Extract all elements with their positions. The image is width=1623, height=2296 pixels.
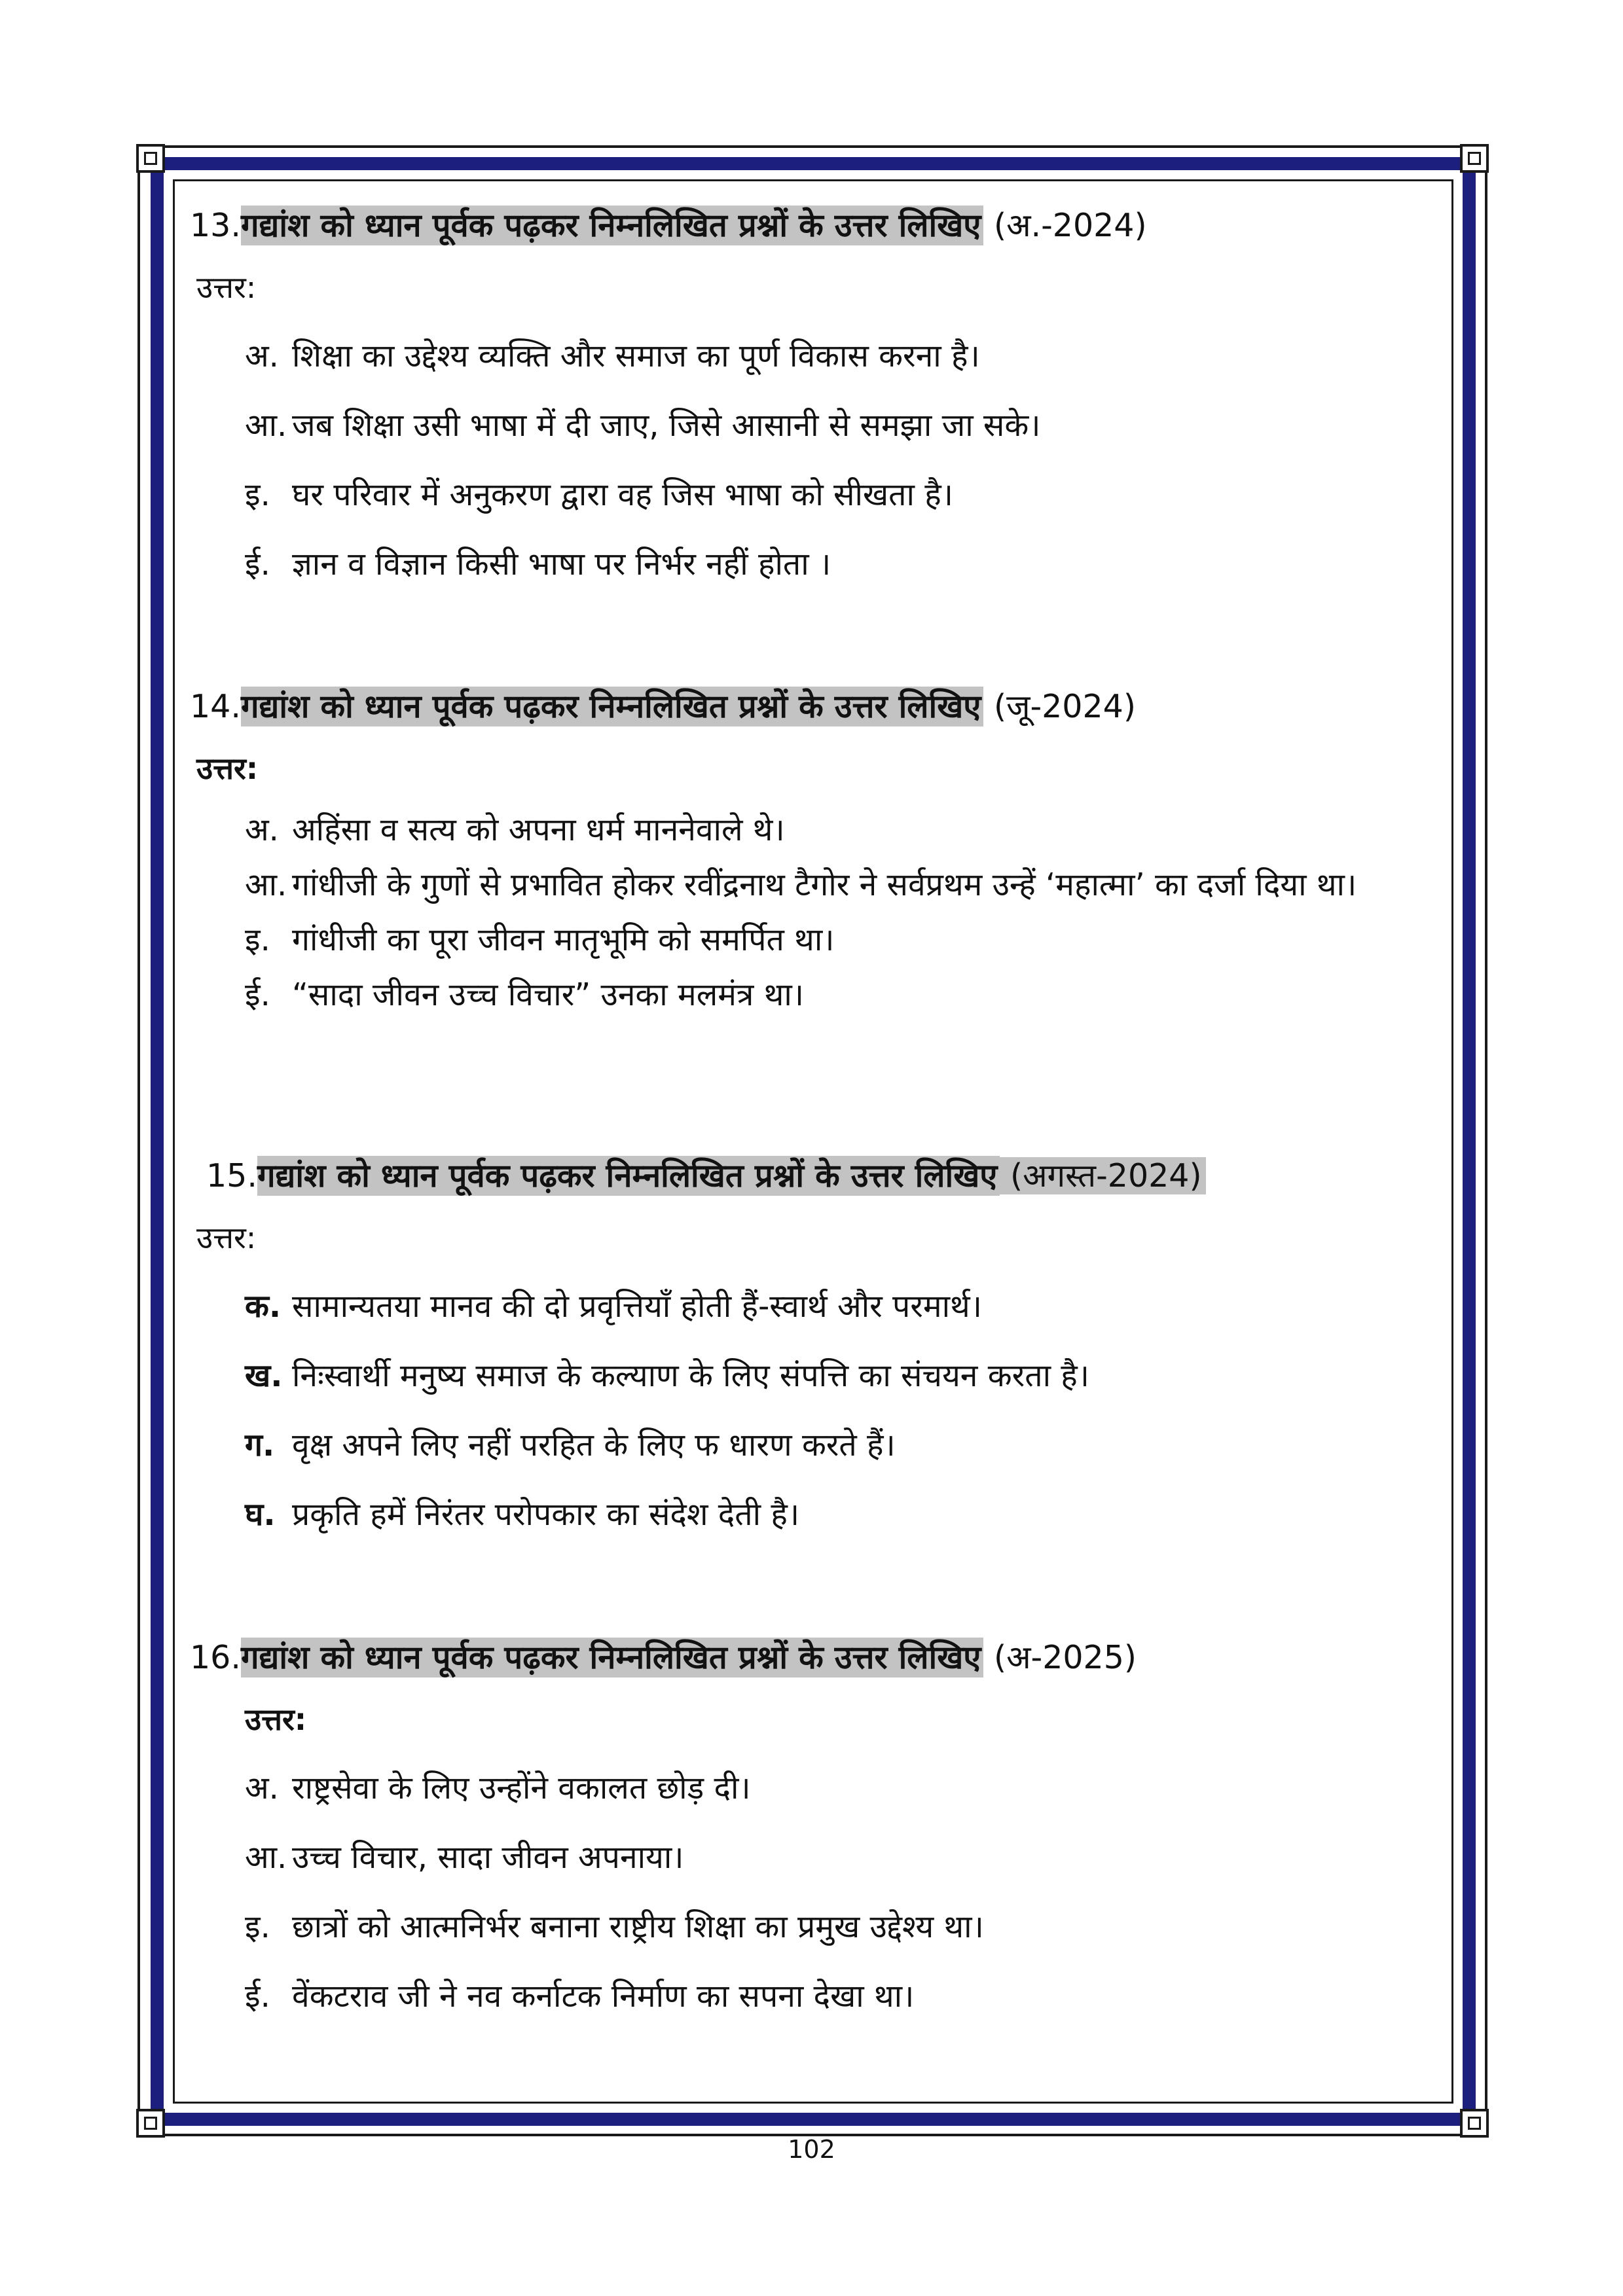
item-marker: क. [245,1288,282,1325]
item-marker: ई. [245,977,270,1013]
item-marker: ई. [245,546,270,583]
item-text: शिक्षा का उद्देश्य व्यक्ति और समाज का पूर्ण विकास करना है। [292,338,980,374]
question-section-16 [190,1632,1434,2031]
answer-item [245,1823,1434,1892]
answer-item [245,1341,1450,1410]
answer-list [245,321,1434,599]
item-marker: इ. [245,922,270,958]
answer-item [245,391,1434,460]
question-number: 13. [190,207,241,244]
item-marker: आ. [245,867,287,903]
answer-list [245,1753,1434,2031]
corner-ornament [1460,144,1489,173]
answer-item [245,1892,1434,1962]
answer-item [245,1272,1450,1341]
question-section-15 [196,1150,1450,1549]
answer-label: उत्तर: [196,270,257,305]
item-text: निःस्वार्थी मनुष्य समाज के कल्याण के लिए संपत्ति का संचयन करता है। [292,1357,1089,1394]
answer-item [245,857,1482,912]
item-text: जब शिक्षा उसी भाषा में दी जाए, जिसे आसानी से समझा जा सके। [292,407,1041,444]
answer-list [245,1272,1450,1549]
item-marker: ई. [245,1978,270,2015]
item-text: उच्च विचार, सादा जीवन अपनाया। [292,1839,684,1876]
exam-tag: (जू-2024) [983,688,1136,725]
item-marker: अ. [245,812,279,848]
item-marker: आ. [245,1839,287,1876]
corner-ornament [136,2109,165,2138]
answer-item [245,1962,1434,2031]
corner-ornament [1460,2109,1489,2138]
page-number: 102 [788,2135,835,2164]
item-marker: इ. [245,476,270,513]
question-heading [190,681,1434,733]
item-marker: आ. [245,407,287,444]
question-heading [206,1150,1450,1202]
answer-label: उत्तर: [196,1220,257,1255]
answer-item [245,321,1434,391]
answer-item [245,802,1482,857]
answer-item [245,1410,1450,1480]
item-marker: अ. [245,1770,279,1806]
item-text: वेंकटराव जी ने नव कर्नाटक निर्माण का सपना देखा था। [292,1978,915,2015]
answer-item [245,967,1482,1022]
corner-ornament [136,144,165,173]
exam-tag: (अ.-2024) [983,207,1147,244]
answer-item [245,1480,1450,1549]
item-text: सामान्यतया मानव की दो प्रवृत्तियाँ होती हैं-स्वार्थ और परमार्थ। [292,1288,982,1325]
question-number: 15. [206,1157,257,1194]
question-heading [190,1632,1434,1684]
question-section-14 [190,681,1434,1022]
question-heading [190,200,1434,252]
answer-label: उत्तर: [245,1702,307,1737]
item-text: गांधीजी का पूरा जीवन मातृभूमि को समर्पित था। [292,922,835,958]
question-text: गद्यांश को ध्यान पूर्वक पढ़कर निम्नलिखित प्रश्नों के उत्तर लिखिए [257,1156,1000,1196]
item-marker: इ. [245,1909,270,1945]
item-text: गांधीजी के गुणों से प्रभावित होकर रवींद्रनाथ टैगोर ने सर्वप्रथम उन्हें ‘महात्मा’ का दर्जा दिया था। [292,867,1357,903]
item-text: “सादा जीवन उच्च विचार” उनका मलमंत्र था। [292,977,804,1013]
question-text: गद्यांश को ध्यान पूर्वक पढ़कर निम्नलिखित प्रश्नों के उत्तर लिखिए [241,687,983,726]
question-number: 16. [190,1639,241,1676]
answer-label: उत्तर: [196,751,259,786]
answer-list [245,802,1482,1022]
question-text: गद्यांश को ध्यान पूर्वक पढ़कर निम्नलिखित प्रश्नों के उत्तर लिखिए [241,206,983,245]
item-text: वृक्ष अपने लिए नहीं परहित के लिए फ धारण करते हैं। [292,1427,896,1463]
item-marker: अ. [245,338,279,374]
question-text: गद्यांश को ध्यान पूर्वक पढ़कर निम्नलिखित प्रश्नों के उत्तर लिखिए [241,1638,983,1677]
answer-item [245,460,1434,529]
exam-tag: (अगस्त-2024) [1000,1157,1205,1194]
item-marker: ख. [245,1357,283,1394]
item-text: अहिंसा व सत्य को अपना धर्म माननेवाले थे। [292,812,785,848]
answer-item [245,1753,1434,1823]
exam-tag: (अ-2025) [983,1639,1137,1676]
question-section-13 [190,200,1434,599]
answer-item [245,912,1482,967]
question-number: 14. [190,688,241,725]
item-text: घर परिवार में अनुकरण द्वारा वह जिस भाषा को सीखता है। [292,476,953,513]
item-marker: ग. [245,1427,275,1463]
item-text: राष्ट्रसेवा के लिए उन्होंने वकालत छोड़ दी। [292,1770,751,1806]
item-marker: घ. [245,1496,276,1533]
answer-item [245,529,1434,599]
item-text: ज्ञान व विज्ञान किसी भाषा पर निर्भर नहीं होता । [292,546,831,583]
item-text: प्रकृति हमें निरंतर परोपकार का संदेश देती है। [292,1496,800,1533]
item-text: छात्रों को आत्मनिर्भर बनाना राष्ट्रीय शिक्षा का प्रमुख उद्देश्य था। [292,1909,984,1945]
